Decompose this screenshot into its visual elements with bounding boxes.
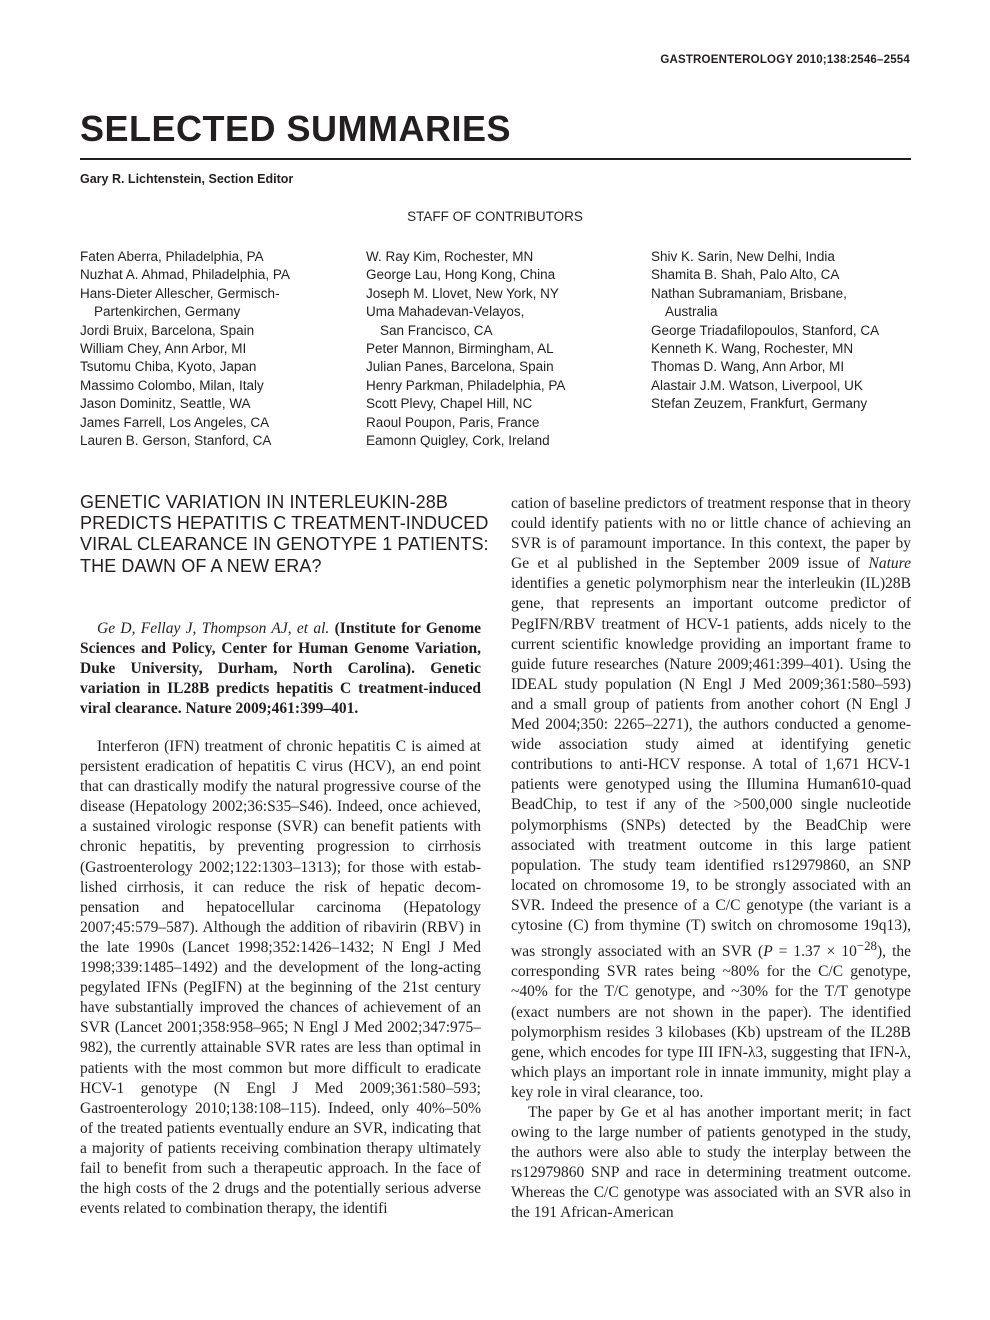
contributor: Joseph M. Llovet, New York, NY [366,285,559,301]
contributor: Alastair J.M. Watson, Liverpool, UK [651,377,863,393]
text-run: ), the corresponding SVR rates being ~80% for the C/C genotype, ~40% for the T/C genotype, and ~30% for the T/T genotype (exact numbers are not shown in the paper). The identified polymorphism resides 3 kilobases (Kb) upstream of the IL28B gene, which encodes for type III IFN-λ3, suggesting that IFN-λ, which plays an important role in innate immunity, might play a key role in viral clearance, too. [511,943,911,1101]
contributor-continued: Australia [665,304,718,320]
contributor: William Chey, Ann Arbor, MI [80,341,247,357]
body-column-left [80,737,481,1262]
contributor: Stefan Zeuzem, Frankfurt, Germany [651,396,868,412]
contributor: Tsutomu Chiba, Kyoto, Japan [80,359,257,375]
contributor: Shamita B. Shah, Palo Alto, CA [651,267,840,283]
exponent: −28 [856,938,878,954]
contributor: James Farrell, Los Angeles, CA [80,414,270,430]
contributor: Faten Aberra, Philadelphia, PA [80,249,264,264]
contributor: Julian Panes, Barcelona, Spain [366,359,554,375]
text-run: = 1.37 × 10 [772,943,857,961]
contributor: George Triadafilopoulos, Stanford, CA [651,322,880,338]
journal-name-italic: Nature [868,555,911,573]
body-paragraph: The paper by Ge et al has another important merit; in fact owing to the large number of patients genotyped in the study, the authors were also able to study the interplay between the rs12979860 SNP and race in determining treatment outcome. Whereas the C/C genotype was associated with an SVR also in the 191 African-American [511,1103,911,1222]
text-run: cation of baseline predictors of treatment response that in theory could identify patients with no or little chance of achieving an SVR is of paramount importance. In this context, the paper by Ge et al published in the September 2009 issue of [511,495,911,573]
body-paragraph: Interferon (IFN) treatment of chronic hepatitis C is aimed at persistent eradication of hepatitis C virus (HCV), an end point that can drastically modify the natural progressive course of the disease (Hepatology 2002;36:S35–S46). Indeed, once achieved, a sustained virologic response (SVR) can benefit patients with chronic hepatitis, by preventing progression to cirrhosis (Gastroenterology 2002;122:1303–1313); for those with established cirrhosis, it can reduce the risk of hepatic decompensation and hepatocellular carcinoma (Hepatology 2007;45:579–587). Although the addition of ribavirin (RBV) in the late 1990s (Lancet 1998;352:1426–1432; N Engl J Med 1998;339:1485–1492) and the development of the long-acting pegylated IFNs (PegIFN) at the beginning of the 21st century have substantially improved the chances of achievement of an SVR (Lancet 2001;358:958–965; N Engl J Med 2002;347:975–982), the currently attainable SVR rates are less than optimal in patients with the most common but more difficult to eradicate HCV-1 genotype (N Engl J Med 2009;361:580–593; Gastroenterology 2010;138:108–115). Indeed, only 40%–50% of the treated patients eventually endure an SVR, indicating that a majority of patients receiving combination therapy ultimately fail to benefit from such a therapeutic approach. In the face of the high costs of the 2 drugs and the potentially serious adverse events related to combination therapy, the identifi [80,738,481,1218]
contributor: Nathan Subramaniam, Brisbane, [651,285,847,301]
contributor: Jason Dominitz, Seattle, WA [80,396,251,412]
contributor: Kenneth K. Wang, Rochester, MN [651,341,854,357]
contributor: Thomas D. Wang, Ann Arbor, MI [651,359,845,375]
contributor: Raoul Poupon, Paris, France [366,414,540,430]
contributor: Peter Mannon, Birmingham, AL [366,341,554,357]
body-paragraph-continued [511,494,911,1103]
contributor-continued: San Francisco, CA [380,322,493,338]
contributor: Massimo Colombo, Milan, Italy [80,377,264,393]
article-title: GENETIC VARIATION IN INTERLEUKIN-28B PREDICTS HEPATITIS C TREATMENT-INDUCED VIRAL CLEARANCE IN GENOTYPE 1 PATIENTS: THE DAWN OF A NEW ERA? [80,492,489,576]
p-value-symbol: P [763,943,773,961]
contributor: W. Ray Kim, Rochester, MN [366,249,534,264]
contributor: Uma Mahadevan-Velayos, [366,304,525,320]
contributor: Nuzhat A. Ahmad, Philadelphia, PA [80,267,290,283]
staff-heading: STAFF OF CONTRIBUTORS [407,209,583,224]
contributors-column-3 [651,248,879,414]
journal-reference: GASTROENTEROLOGY 2010;138:2546–2554 [660,54,910,66]
contributors-column-1 [80,248,290,450]
article-citation [80,619,481,719]
citation-authors: Ge D, Fellay J, Thompson AJ, et al. [97,620,330,637]
section-title: SELECTED SUMMARIES [80,108,512,149]
citation-details: (Institute for Genome Sciences and Policy, Center for Human Genome Variation, Duke University, Durham, North Carolina). Genetic variation in IL28B predicts hepatitis C treatment-induced viral clearance. Nature 2009;461:399–401. [80,620,481,718]
contributors-column-2 [366,248,565,450]
contributor: Shiv K. Sarin, New Delhi, India [651,249,835,264]
contributor: Henry Parkman, Philadelphia, PA [366,377,566,393]
text-run: identifies a genetic polymorphism near the interleukin (IL)28B gene, that represents an important outcome predictor of PegIFN/RBV treatment of HCV-1 patients, adds nicely to the current scientific knowledge providing an important frame to guide future researches (Nature 2009;461:399–401). Using the IDEAL study population (N Engl J Med 2009;361:580–593) and a small group of patients from another cohort (N Engl J Med 2004;350: 2265–2271), the authors conducted a genome-wide association study aimed at identifying genetic contributions to anti-HCV response. A total of 1,671 HCV-1 patients were genotyped using the Illumina Human610-quad BeadChip, to test if any of the >500,000 single nucleotide polymorphisms (SNPs) detected by the BeadChip were associated with treatment outcome in this large patient population. The study team identified rs12979860, an SNP located on chromosome 19, to be strongly associated with an SVR. Indeed the presence of a C/C genotype (the variant is a cytosine (C) from thymine (T) switch on chromosome 19q13), was strongly associated with an SVR ( [511,575,911,961]
section-editor: Gary R. Lichtenstein, Section Editor [80,172,294,186]
body-column-right [511,494,911,1264]
contributor: Eamonn Quigley, Cork, Ireland [366,433,550,449]
contributor: Jordi Bruix, Barcelona, Spain [80,322,255,338]
contributor: Lauren B. Gerson, Stanford, CA [80,433,272,449]
contributor: Scott Plevy, Chapel Hill, NC [366,396,533,412]
contributor: George Lau, Hong Kong, China [366,267,556,283]
contributor-continued: Partenkirchen, Germany [94,304,241,320]
header-rule [80,158,911,160]
contributor: Hans-Dieter Allescher, Germisch- [80,285,280,301]
